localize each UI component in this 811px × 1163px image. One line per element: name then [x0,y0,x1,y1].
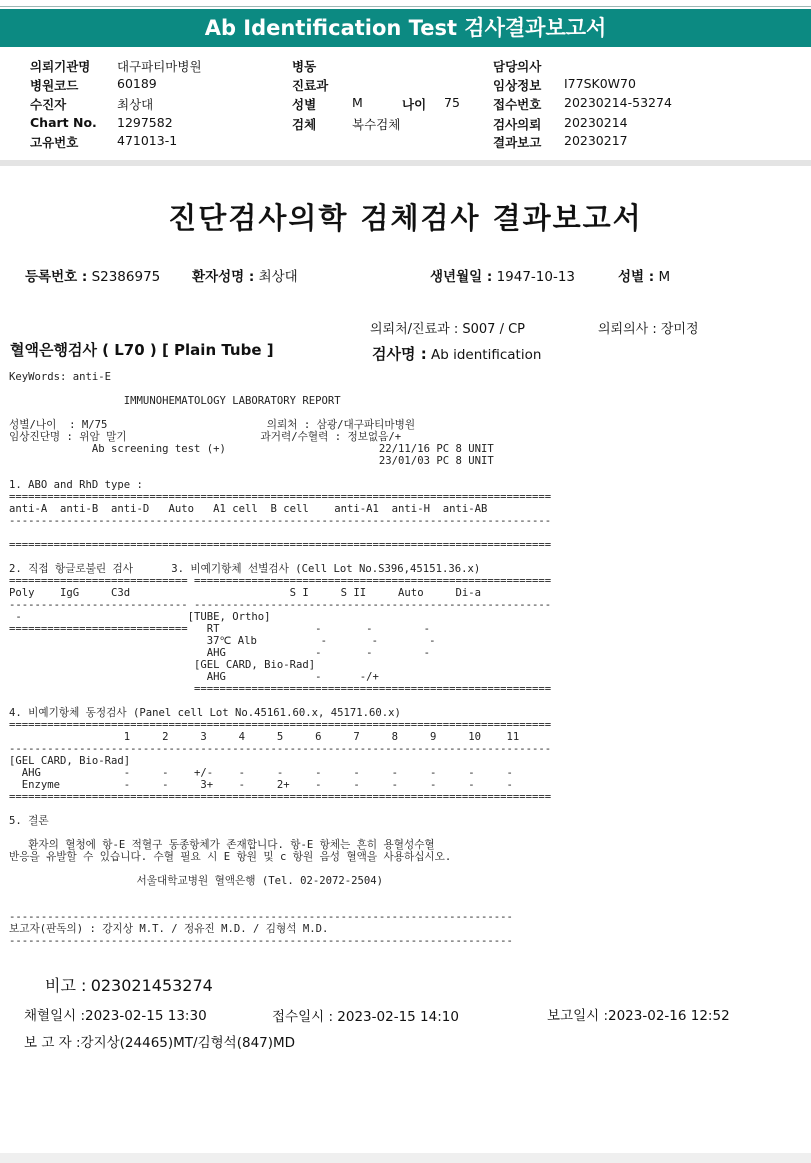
report-datetime: 보고일시 :2023-02-16 12:52 [547,1008,730,1024]
header-label-clinical-info: 임상정보 [493,78,542,93]
header-value-unique-no: 471013-1 [117,133,178,148]
report-line [9,383,551,395]
header-value-receipt-no: 20230214-53274 [564,95,672,110]
report-line: 임상진단명 : 위암 말기 과거력/수혈력 : 정보없음/+ [9,431,402,443]
test-name-label: 검사명 : [372,345,427,363]
reg-no-label: 등록번호 : [25,269,88,285]
report-line: 4. 비예기항체 동정검사 (Panel cell Lot No.45161.60.x, 45171.60.x) [9,707,401,719]
report-line [9,899,551,911]
header-value-request-date: 20230214 [564,115,628,130]
report-title: 진단검사의학 검체검사 결과보고서 [168,201,643,235]
report-line: [GEL CARD, Bio-Rad] [9,755,131,767]
report-line [9,695,551,707]
sex [618,265,670,285]
reg-no [25,265,160,285]
header-label-ward: 병동 [292,59,317,74]
header-value-patient: 최상대 [117,97,154,112]
header-value-hospital-code: 60189 [117,76,157,91]
report-line: ======================================================== [9,683,552,695]
report-line: 환자의 혈청에 항-E 적혈구 동종항체가 존재합니다. 항-E 항체는 흔히 용혈성수혈 [9,839,435,851]
header-label-chart-no: Chart No. [30,115,97,130]
report-line: ===================================================================================== [9,719,552,731]
report-line: KeyWords: anti-E [9,371,112,383]
report-line: Ab screening test (+) 22/11/16 PC 8 UNIT [9,443,494,455]
report-line: ============================ ======================================================== [9,575,552,587]
header-label-report-date: 결과보고 [493,135,542,150]
header-label-request-date: 검사의뢰 [493,117,542,132]
reporter: 보 고 자 :강지상(24465)MT/김형석(847)MD [24,1035,296,1051]
reg-no-value: S2386975 [91,269,161,285]
report-line [9,551,551,563]
note [45,973,213,996]
receipt-datetime: 접수일시 : 2023-02-15 14:10 [272,1009,459,1025]
note-label: 비고 : [45,976,87,995]
report-line: 보고자(판독의) : 강지상 M.T. / 정유진 M.D. / 김형석 M.D. [9,923,329,935]
header-label-unique-no: 고유번호 [30,135,79,150]
report-line: AHG - -/+ [9,671,379,683]
header-label-age: 나이 [402,97,427,112]
report-line: 서울대학교병원 혈액은행 (Tel. 02-2072-2504) [9,875,384,887]
report-line [9,803,551,815]
report-line: 23/01/03 PC 8 UNIT [9,455,494,467]
note-value: 023021453274 [90,976,213,995]
banner-title: Ab Identification Test 검사결과보고서 [0,9,811,47]
birth-date-value: 1947-10-13 [496,269,576,285]
header-label-hospital: 의뢰기관명 [30,59,91,74]
report-line: ------------------------------------------------------------------------------- [9,935,513,947]
header-label-doctor: 담당의사 [493,59,542,74]
test-name [372,343,541,364]
header-value-clinical-info: I77SK0W70 [564,76,636,91]
report-line: AHG - - +/- - - - - - - - - [9,767,513,779]
report-line: ------------------------------------------------------------------------------- [9,911,513,923]
report-line: ------------------------------------------------------------------------------------- [9,515,552,527]
patient-name-value: 최상대 [258,269,298,285]
report-line: 2. 직접 항글로불린 검사 3. 비예기항체 선별검사 (Cell Lot No.S396,45151.36.x) [9,563,481,575]
top-border [0,0,811,7]
report-line [9,467,551,479]
header-value-age: 75 [444,95,460,110]
report-line: Poly IgG C3d S I S II Auto Di-a [9,587,481,599]
header-value-chart-no: 1297582 [117,115,173,130]
report-line [9,887,551,899]
lab-report-body [9,371,551,947]
sex-value: M [658,269,671,285]
test-name-value: Ab identification [431,347,542,363]
report-line [9,527,551,539]
report-line: ============================ RT - - - [9,623,430,635]
header-value-specimen: 복수검체 [352,117,401,132]
patient-name [192,265,298,285]
report-line [9,407,551,419]
report-line: ===================================================================================== [9,791,552,803]
report-line: - [TUBE, Ortho] [9,611,271,623]
report-line: 반응을 유발할 수 있습니다. 수혈 필요 시 E 항원 및 c 항원 음성 혈액을 사용하십시오. [9,851,452,863]
header-label-receipt-no: 접수번호 [493,97,542,112]
report-line: AHG - - - [9,647,430,659]
birth-date-label: 생년월일 : [430,269,493,285]
report-line: Enzyme - - 3+ - 2+ - - - - - - [9,779,513,791]
report-line: IMMUNOHEMATOLOGY LABORATORY REPORT [9,395,341,407]
section-divider [0,160,811,166]
report-line: 성별/나이 : M/75 의뢰처 : 삼광/대구파티마병원 [9,419,416,431]
report-line: anti-A anti-B anti-D Auto A1 cell B cell anti-A1 anti-H anti-AB [9,503,488,515]
header-label-department: 진료과 [292,78,329,93]
ordering-doctor: 의뢰의사 : 장미정 [598,322,699,337]
header-label-sex: 성별 [292,97,317,112]
sex-label: 성별 : [618,269,655,285]
header-label-specimen: 검체 [292,117,317,132]
header-label-patient: 수진자 [30,97,67,112]
report-line [9,863,551,875]
report-line: 5. 결론 [9,815,49,827]
header-label-hospital-code: 병원코드 [30,78,79,93]
report-line: ===================================================================================== [9,491,552,503]
report-line: ===================================================================================== [9,539,552,551]
report-line: 1. ABO and RhD type : [9,479,143,491]
header-value-report-date: 20230217 [564,133,628,148]
header-value-sex: M [352,95,363,110]
report-line: [GEL CARD, Bio-Rad] [9,659,316,671]
report-line [9,827,551,839]
collection-datetime: 채혈일시 :2023-02-15 13:30 [24,1008,207,1024]
birth-date [430,265,575,285]
report-line: ---------------------------- -------------------------------------------------------- [9,599,552,611]
patient-name-label: 환자성명 : [192,269,255,285]
ordering-dept: 의뢰처/진료과 : S007 / CP [370,322,525,337]
header-value-hospital: 대구파티마병원 [117,59,202,74]
report-line: 37℃ Alb - - - [9,635,436,647]
report-line: ------------------------------------------------------------------------------------- [9,743,552,755]
test-group: 혈액은행검사 ( L70 ) [ Plain Tube ] [10,341,274,359]
report-line: 1 2 3 4 5 6 7 8 9 10 11 [9,731,520,743]
